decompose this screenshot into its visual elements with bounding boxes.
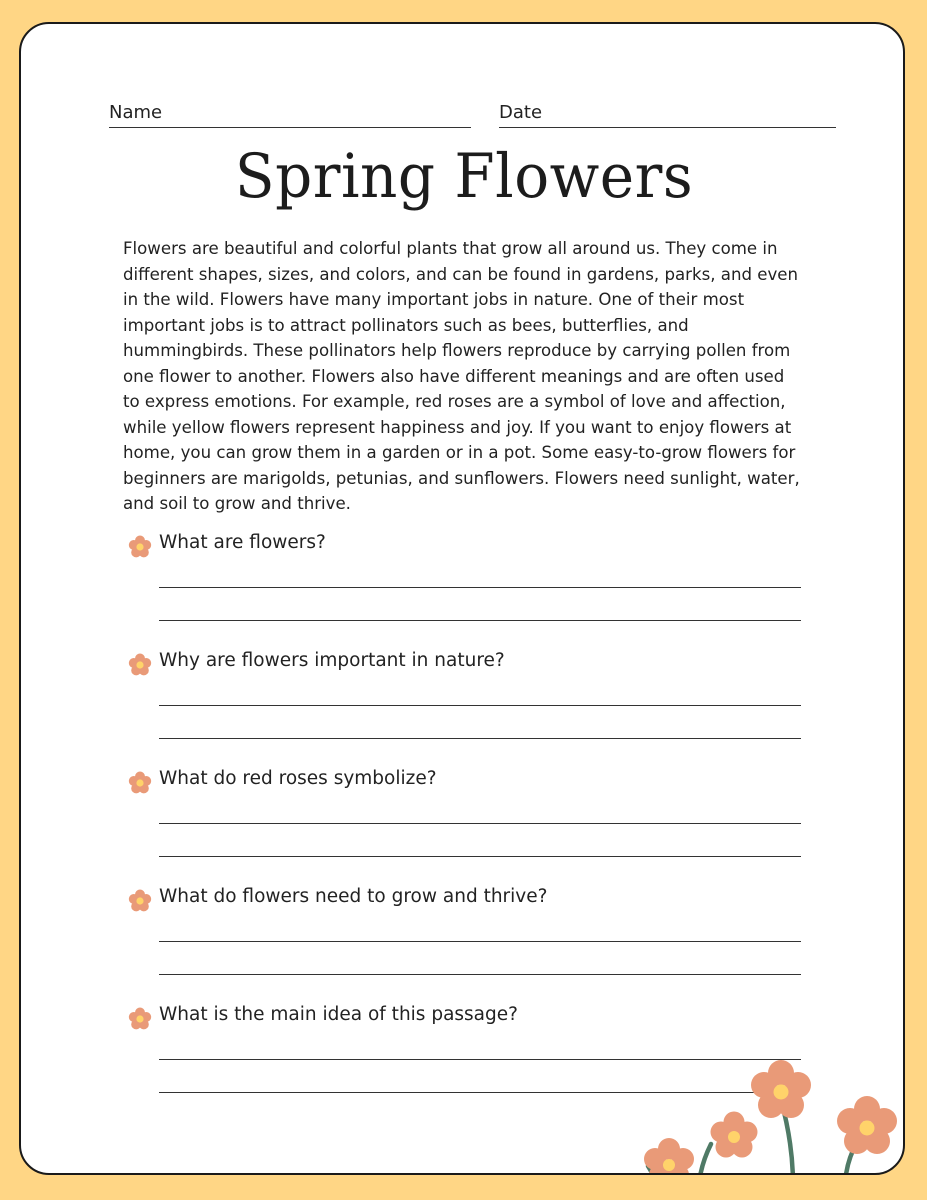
flower-icon <box>127 534 153 560</box>
name-label: Name <box>109 102 163 123</box>
reading-passage: Flowers are beautiful and colorful plants that grow all around us. They come in different shapes, sizes, and colors, and can be found in gardens, parks, and even in the wild. Flowers have many important jobs in nature. One of their most important jobs is to attract pollinators such as bees, butterflies, and hummingbirds. These pollinators help flowers reproduce by carrying pollen from one flower to another. Flowers also have different meanings and are often used to express emotions. For example, red roses are a symbol of love and affection, while yellow flowers represent happiness and joy. If you want to enjoy flowers at home, you can grow them in a garden or in a pot. Some easy-to-grow flowers for beginners are marigolds, petunias, and sunflowers. Flowers need sunlight, water, and soil to grow and thrive. <box>123 239 800 513</box>
flower-icon <box>127 1006 153 1032</box>
answer-line[interactable] <box>159 738 801 739</box>
flower-tall <box>751 1060 811 1118</box>
answer-line[interactable] <box>159 705 801 706</box>
answer-line[interactable] <box>159 941 801 942</box>
answer-line[interactable] <box>159 620 801 621</box>
flower-right <box>837 1096 897 1154</box>
flower-mid <box>711 1112 758 1158</box>
date-field[interactable] <box>499 127 836 128</box>
question-2 <box>127 650 827 740</box>
flower-icon <box>127 652 153 678</box>
question-1 <box>127 532 827 622</box>
flower-icon <box>127 770 153 796</box>
question-text: What is the main idea of this passage? <box>159 1004 518 1025</box>
flower-icon <box>127 888 153 914</box>
page-title: Spring Flowers <box>234 140 694 212</box>
flower-small-left <box>644 1138 694 1175</box>
question-3 <box>127 768 827 858</box>
answer-line[interactable] <box>159 587 801 588</box>
date-label: Date <box>499 102 543 123</box>
question-text: Why are flowers important in nature? <box>159 650 505 671</box>
question-4 <box>127 886 827 976</box>
name-field[interactable] <box>109 127 471 128</box>
answer-line[interactable] <box>159 856 801 857</box>
question-text: What do red roses symbolize? <box>159 768 437 789</box>
worksheet-page <box>19 22 905 1175</box>
question-text: What do flowers need to grow and thrive? <box>159 886 548 907</box>
answer-line[interactable] <box>159 974 801 975</box>
flower-stems-decoration <box>601 1024 905 1175</box>
question-text: What are flowers? <box>159 532 326 553</box>
answer-line[interactable] <box>159 823 801 824</box>
